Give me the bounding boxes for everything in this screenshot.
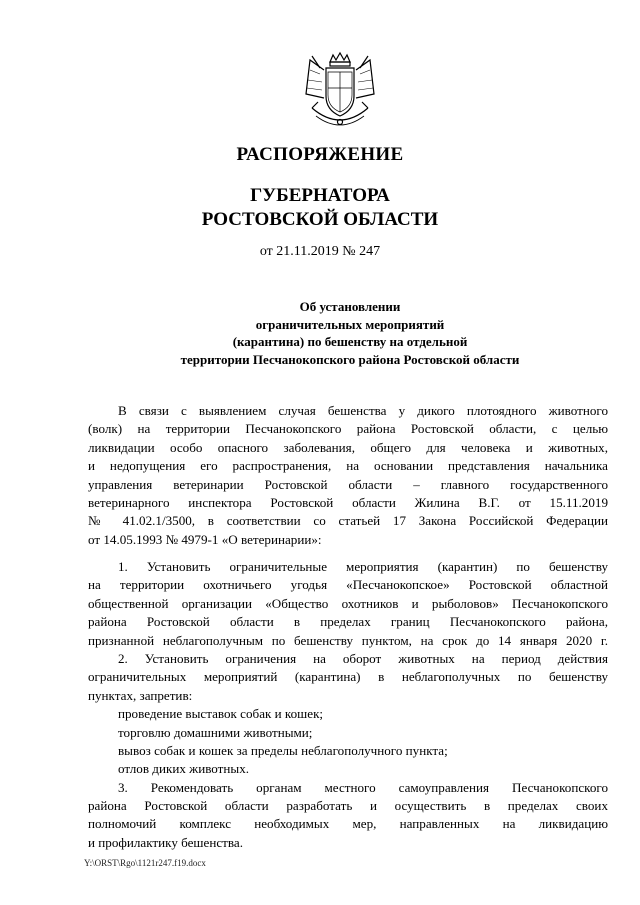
document-subject [150, 298, 550, 368]
subject-line: Об установлении [299, 299, 401, 314]
issuer-heading [0, 184, 640, 232]
item-2-line: пунктах, запретив: [88, 687, 193, 703]
document-title: РАСПОРЯЖЕНИЕ [236, 144, 404, 165]
prohibition-line: проведение выставок собак и кошек; [118, 706, 324, 722]
preamble-paragraph [88, 402, 608, 549]
item-1-line: признанной неблагополучным по бешенству пунктом, на срок до 14 января 2020 г. [88, 632, 608, 648]
issuer-line-1: ГУБЕРНАТОРА [250, 185, 390, 206]
text-line: управления ветеринарии Ростовской области – главного государственного [88, 476, 608, 492]
item-1-line: 1. Установить ограничительные мероприятия (карантин) по бешенству [118, 559, 608, 574]
item-1-line: общественной организации «Общество охотников и рыболовов» Песчанокопского [88, 595, 608, 611]
text-line: от 14.05.1993 № 4979-1 «О ветеринарии»: [88, 531, 322, 547]
coat-of-arms-icon [298, 50, 382, 134]
operative-items [88, 558, 608, 852]
item-1-line: на территории охотничьего угодья «Песчанокопское» Ростовской областной [88, 577, 608, 593]
date-number: от 21.11.2019 № 247 [259, 244, 381, 259]
text-line: ветеринарного инспектора Ростовской области Жилина В.Г. от 15.11.2019 [88, 494, 608, 510]
item-3-line: 3. Рекомендовать органам местного самоуправления Песчанокопского [118, 779, 608, 795]
item-3-line: и профилактику бешенства. [88, 834, 243, 850]
item-1-line: района Ростовской области в пределах границ Песчанокопского района, [88, 614, 608, 630]
prohibition-line: вывоз собак и кошек за пределы неблагополучного пункта; [118, 742, 448, 758]
prohibition-line: отлов диких животных. [118, 761, 250, 777]
file-path-footer: Y:\ORST\Rgo\1121r247.f19.docx [84, 858, 206, 868]
text-line: ликвидации особо опасного заболевания, общего для человека и животных, [88, 439, 608, 455]
subject-line: территории Песчанокопского района Ростовской области [180, 351, 520, 367]
item-2-line: ограничительных мероприятий (карантина) в неблагополучных по бешенству [88, 669, 608, 685]
text-line: (волк) на территории Песчанокопского района Ростовской области, с целью [88, 421, 608, 437]
prohibition-line: торговлю домашними животными; [118, 724, 313, 740]
subject-line: (карантина) по бешенству на отдельной [232, 334, 468, 349]
subject-line: ограничительных мероприятий [255, 316, 445, 332]
text-line: № 41.02.1/3500, в соответствии со статьей 17 Закона Российской Федерации [88, 513, 608, 529]
item-2-line: 2. Установить ограничения на оборот животных на период действия [118, 650, 608, 666]
issuer-line-2: РОСТОВСКОЙ ОБЛАСТИ [201, 209, 439, 230]
item-3-line: полномочий комплекс необходимых мер, направленных на ликвидацию [88, 816, 608, 832]
item-3-line: района Ростовской области разработать и осуществить в пределах своих [88, 798, 608, 814]
text-line: и недопущения его распространения, на основании представления начальника [88, 458, 608, 474]
text-line: В связи с выявлением случая бешенства у дикого плотоядного животного [118, 403, 608, 418]
